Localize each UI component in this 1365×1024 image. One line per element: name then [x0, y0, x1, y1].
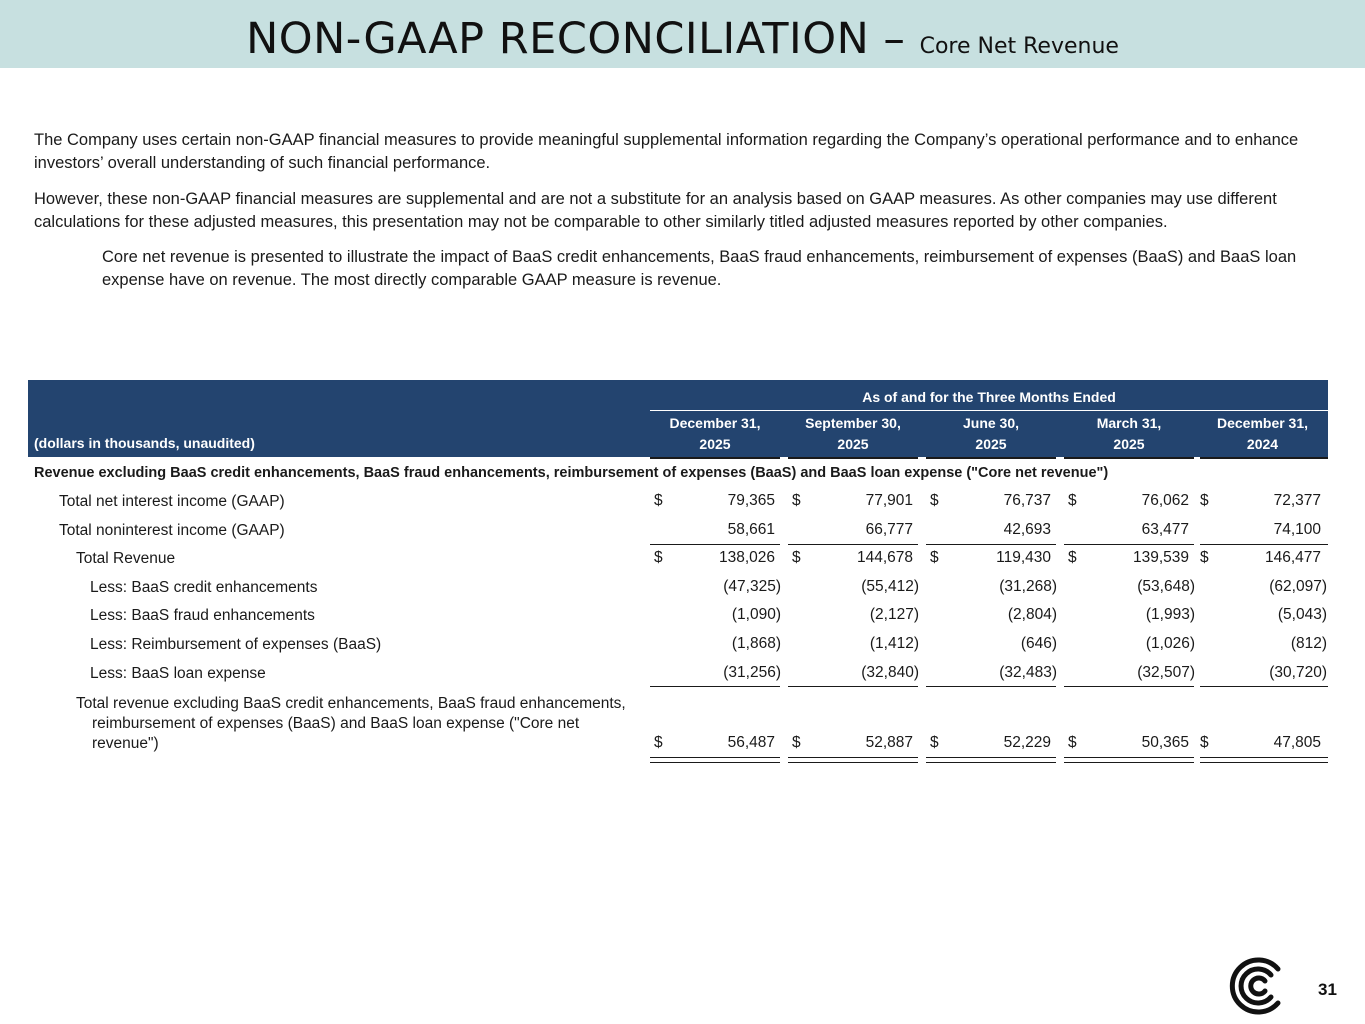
column-underline	[1200, 457, 1328, 459]
column-underline	[650, 457, 780, 459]
intro-paragraph-2: However, these non-GAAP financial measures are supplemental and are not a substitute for an analysis based on GAAP measures. As other companies may use different calculations for these adjusted measures, this presentation may not be comparable to other similarly titled adjusted measures reported by other companies.	[34, 190, 1277, 231]
cell-value: 144,678	[856, 549, 913, 567]
cell-value: (55,412)	[861, 577, 919, 595]
table-row	[28, 659, 1328, 688]
core-net-revenue-row	[28, 687, 1328, 755]
cell-value: 119,430	[996, 549, 1051, 567]
cell-value: 47,805	[1273, 734, 1321, 752]
column-header-year: 2025	[699, 436, 731, 452]
row-label: Total Revenue	[76, 550, 176, 568]
cell-value: (32,840)	[861, 663, 919, 681]
double-underline	[788, 757, 918, 763]
column-header	[1064, 413, 1194, 455]
cell-value: (1,090)	[731, 606, 781, 624]
table-header	[28, 380, 1328, 457]
page-number: 31	[1318, 980, 1337, 999]
row-label: Less: BaaS credit enhancements	[90, 578, 318, 596]
page-title-sub: Core Net Revenue	[919, 34, 1119, 59]
currency-symbol: $	[792, 734, 801, 752]
currency-symbol: $	[930, 492, 939, 509]
column-header-year: 2025	[837, 436, 869, 452]
double-underline	[1064, 757, 1194, 763]
title-band	[0, 0, 1365, 68]
cell-value: 63,477	[1141, 520, 1189, 538]
table-row	[28, 487, 1328, 516]
cell-value: 76,062	[1141, 492, 1189, 509]
column-underline	[1064, 457, 1194, 459]
currency-symbol: $	[1068, 492, 1077, 509]
page-title-main: NON-GAAP RECONCILIATION –	[246, 14, 920, 64]
cell-value: 56,487	[727, 734, 775, 752]
row-label-line-2: reimbursement of expenses (BaaS) and BaaS loan expense ("Core net	[92, 715, 580, 733]
cell-value: 52,229	[1003, 734, 1051, 752]
currency-symbol: $	[930, 734, 939, 752]
column-header	[650, 413, 780, 455]
cell-value: (1,026)	[1145, 634, 1195, 652]
cell-value: (31,256)	[723, 663, 781, 681]
cell-value: 72,377	[1273, 492, 1321, 509]
subtotal-rule	[650, 544, 780, 545]
row-label: Total noninterest income (GAAP)	[59, 521, 285, 539]
cell-value: (47,325)	[723, 577, 781, 595]
cell-value: 42,693	[1003, 520, 1051, 538]
cell-value: 66,777	[865, 520, 913, 538]
subtotal-rule	[788, 544, 918, 545]
cell-value: (32,507)	[1137, 663, 1195, 681]
cell-value: 138,026	[718, 549, 775, 567]
currency-symbol: $	[1200, 492, 1209, 509]
row-label-line-3: revenue")	[92, 735, 159, 753]
column-header-date: December 31,	[1216, 415, 1309, 431]
column-header-year: 2024	[1246, 436, 1279, 452]
double-underline	[650, 757, 780, 763]
double-underline	[1200, 757, 1328, 763]
cell-value: (1,412)	[869, 634, 919, 652]
currency-symbol: $	[1068, 549, 1077, 567]
subtotal-rule	[1200, 544, 1328, 545]
cell-value: 52,887	[865, 734, 913, 752]
column-underline	[926, 457, 1056, 459]
section-header-row	[28, 461, 1328, 487]
table-row	[28, 601, 1328, 630]
table-row	[28, 630, 1328, 659]
currency-symbol: $	[792, 549, 801, 567]
cell-value: (62,097)	[1269, 577, 1327, 595]
cell-value: (1,993)	[1145, 606, 1195, 624]
row-label: Total net interest income (GAAP)	[59, 493, 285, 510]
units-label: (dollars in thousands, unaudited)	[34, 435, 255, 451]
subtotal-rule	[1064, 544, 1194, 545]
period-group-rule	[650, 410, 1328, 411]
column-header-year: 2025	[1113, 436, 1145, 452]
cell-value: (2,804)	[1007, 606, 1057, 624]
row-label-line-1: Total revenue excluding BaaS credit enhancements, BaaS fraud enhancements,	[76, 695, 626, 713]
currency-symbol: $	[930, 549, 939, 567]
currency-symbol: $	[654, 492, 663, 509]
currency-symbol: $	[654, 734, 663, 752]
period-group-header: As of and for the Three Months Ended	[862, 389, 1116, 405]
double-underline	[926, 757, 1056, 763]
currency-symbol: $	[1068, 734, 1077, 752]
row-label: Less: Reimbursement of expenses (BaaS)	[90, 635, 382, 653]
cell-value: (53,648)	[1137, 577, 1195, 595]
cell-value: (5,043)	[1277, 606, 1327, 624]
column-header-date: September 30,	[805, 415, 901, 431]
row-label: Less: BaaS fraud enhancements	[90, 607, 315, 625]
column-header-date: June 30,	[962, 415, 1020, 431]
intro-paragraph-3: Core net revenue is presented to illustrate the impact of BaaS credit enhancements, BaaS fraud enhancements, reimbursement of expenses (BaaS) and BaaS loan expense have on revenue. The most directly comparable GAAP measure is revenue.	[102, 248, 1297, 289]
page-title	[0, 14, 1365, 64]
cell-value: (31,268)	[999, 577, 1057, 595]
column-header	[1200, 413, 1325, 455]
cell-value: (32,483)	[999, 663, 1057, 681]
currency-symbol: $	[1200, 734, 1209, 752]
cell-value: 79,365	[727, 492, 775, 509]
cell-value: 58,661	[727, 520, 775, 538]
table-row	[28, 573, 1328, 602]
cell-value: 76,737	[1003, 492, 1051, 509]
table-row	[28, 516, 1328, 545]
row-label: Less: BaaS loan expense	[90, 664, 266, 682]
cell-value: 77,901	[865, 492, 913, 509]
cell-value: 146,477	[1264, 549, 1321, 567]
cell-value: 139,539	[1132, 549, 1189, 567]
cell-value: (812)	[1290, 634, 1327, 652]
subtotal-rule	[926, 544, 1056, 545]
currency-symbol: $	[1200, 549, 1209, 567]
column-header-date: March 31,	[1096, 415, 1162, 431]
reconciliation-table	[28, 380, 1328, 755]
column-header	[788, 413, 918, 455]
intro-paragraph-1: The Company uses certain non-GAAP financial measures to provide meaningful supplemental information regarding the Company’s operational performance and to enhance investors’ overall understanding of such financial performance.	[34, 131, 1299, 172]
column-header-year: 2025	[975, 436, 1007, 452]
table-row	[28, 544, 1328, 573]
currency-symbol: $	[792, 492, 801, 509]
column-underline	[788, 457, 918, 459]
cell-value: (2,127)	[869, 606, 919, 624]
cell-value: (1,868)	[731, 634, 781, 652]
column-header-date: December 31,	[669, 415, 761, 431]
cell-value: (646)	[1020, 634, 1057, 652]
section-header: Revenue excluding BaaS credit enhancements, BaaS fraud enhancements, reimbursement of expenses (BaaS) and BaaS loan expense ("Core net revenue")	[34, 465, 1109, 481]
company-logo-icon	[1226, 955, 1288, 1017]
row-label	[76, 694, 636, 754]
column-header	[926, 413, 1056, 455]
cell-value: (30,720)	[1269, 663, 1327, 681]
cell-value: 50,365	[1141, 734, 1189, 752]
currency-symbol: $	[654, 549, 663, 567]
cell-value: 74,100	[1273, 520, 1321, 538]
